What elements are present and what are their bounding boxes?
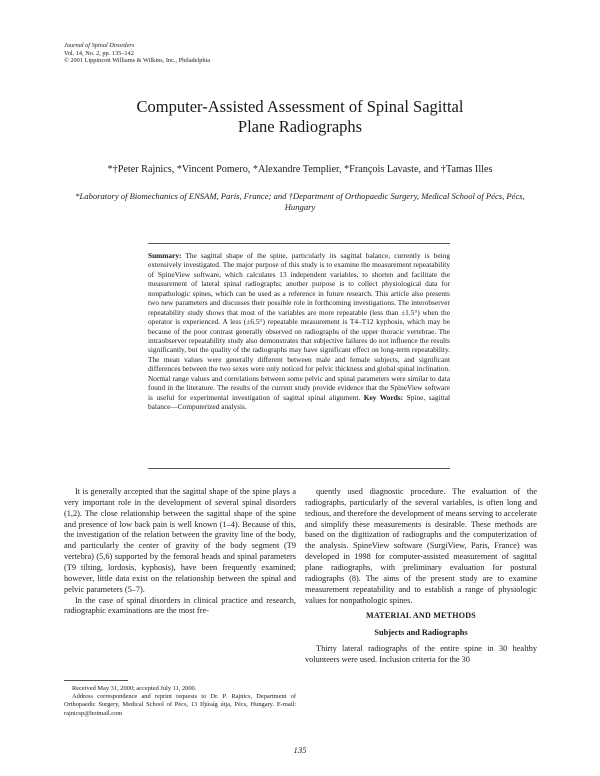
article-title-line-2: Plane Radiographs <box>237 117 363 136</box>
journal-volume: Vol. 14, No. 2, pp. 135–142 <box>64 49 134 57</box>
body-paragraph: Thirty lateral radiographs of the entire spine in 30 healthy volunteers were used. Inclusion criteria for the 30 <box>305 644 537 665</box>
footnote <box>64 685 296 718</box>
article-title <box>60 97 540 137</box>
footnote-received: Received May 31, 2000; accepted July 11, 2000. <box>72 685 197 692</box>
journal-copyright: © 2001 Lippincott Williams & Wilkins, Inc., Philadelphia <box>64 57 211 65</box>
summary-block <box>148 251 450 411</box>
journal-header <box>64 42 210 65</box>
article-title-line-1: Computer-Assisted Assessment of Spinal Sagittal <box>136 97 464 116</box>
keywords-text: Spine, sagittal balance—Computerized analysis. <box>148 392 450 411</box>
summary-label: Summary: <box>148 251 182 260</box>
keywords-label: Key Words: <box>363 392 404 402</box>
page-number: 135 <box>293 745 307 755</box>
footnote-rule <box>64 680 128 681</box>
affiliation: *Laboratory of Biomechanics of ENSAM, Paris, France; and †Department of Orthopaedic Surgery, Medical School of Pécs, Pécs, Hungary <box>75 191 525 212</box>
left-column <box>64 487 296 617</box>
right-column <box>305 487 537 666</box>
body-paragraph: It is generally accepted that the sagittal shape of the spine plays a very important role in the development of several spinal disorders (1,2). The close relationship between the sagittal shape of the spine and presence of low back pain is well known (1–4). Because of this, the investigation of the relation between the gravity line of the body, and particularly the center of gravity of the body segment (T9 vertebra) (5,6) supported by the femoral heads and spinal parameters (T9 tilting, lordosis, kyphosis), have been frequently examined; however, little data exist on the relationship between the spinal and pelvic parameters (5–7). <box>64 487 296 594</box>
section-heading-methods: MATERIAL AND METHODS <box>366 611 476 621</box>
footnote-address: Address correspondence and reprint requests to Dr. P. Rajnics, Department of Orthopaedic Surgery, Medical School of Pécs, 13 Ifjúság útja, Pécs, Hungary. E-mail: rajnicsp@hotmail.com <box>64 693 296 717</box>
summary-text: The sagittal shape of the spine, particularly its sagittal balance, currently is being extensively investigated. The major purpose of this study is to examine the measurement repeatability of SpineView software, which calculates 13 independent variables, to shorten and facilitate the measurement of lateral spinal radiographs; another purpose is to collect physiological data for nonpathologic spines, which can be used as a reference in future research. This article also presents two new parameters and discusses their possible role in forthcoming investigations. The interobserver repeatability study shows that most of the variables are more repeatable (less than ±1.5°) when the operator is experienced. A less (±6.5°) repeatable measurement is T4–T12 kyphosis, which may be because of the poor contrast generally observed on radiographs of the upper thoracic vertebrae. The intraobserver repeatability study also demonstrates that subjective failures do not influence the results significantly, but the quality of the radiographs may have significant effect on long-term repeatability. The mean values were generally different between male and female subjects, and significant differences between the two sexes were only noticed for pelvic thickness and global spinal inclination. Normal range values and correlations between some pelvic and spinal parameters were similar to data found in the literature. The results of the current study provide evidence that the SpineView software is useful for experimental investigation of sagittal spinal alignment. <box>148 251 450 402</box>
body-paragraph: In the case of spinal disorders in clinical practice and research, radiographic examinations are the most fre- <box>64 595 296 616</box>
body-paragraph: quently used diagnostic procedure. The evaluation of the radiographs, particularly of the several variables, is often long and tedious, and therefore the development of means serving to accelerate and simplify these measurements is desirable. These methods are based on the digitization of radiographs and the computerization of the analysis. SpineView software (SurgiView, Paris, France) was developed in 1998 for computer-assisted measurement of sagittal plane radiographs, with preliminary evaluation for postural radiographs (8). The aims of the present study are to examine measurement repeatability and to establish a range of physiologic values for nonpathologic spines. <box>305 487 537 605</box>
journal-name: Journal of Spinal Disorders <box>64 42 135 49</box>
subsection-heading-subjects: Subjects and Radiographs <box>374 628 468 638</box>
author-list: *†Peter Rajnics, *Vincent Pomero, *Alexandre Templier, *François Lavaste, and †Tamas Illes <box>107 164 493 175</box>
summary-bottom-rule <box>148 468 450 469</box>
summary-top-rule <box>148 243 450 244</box>
